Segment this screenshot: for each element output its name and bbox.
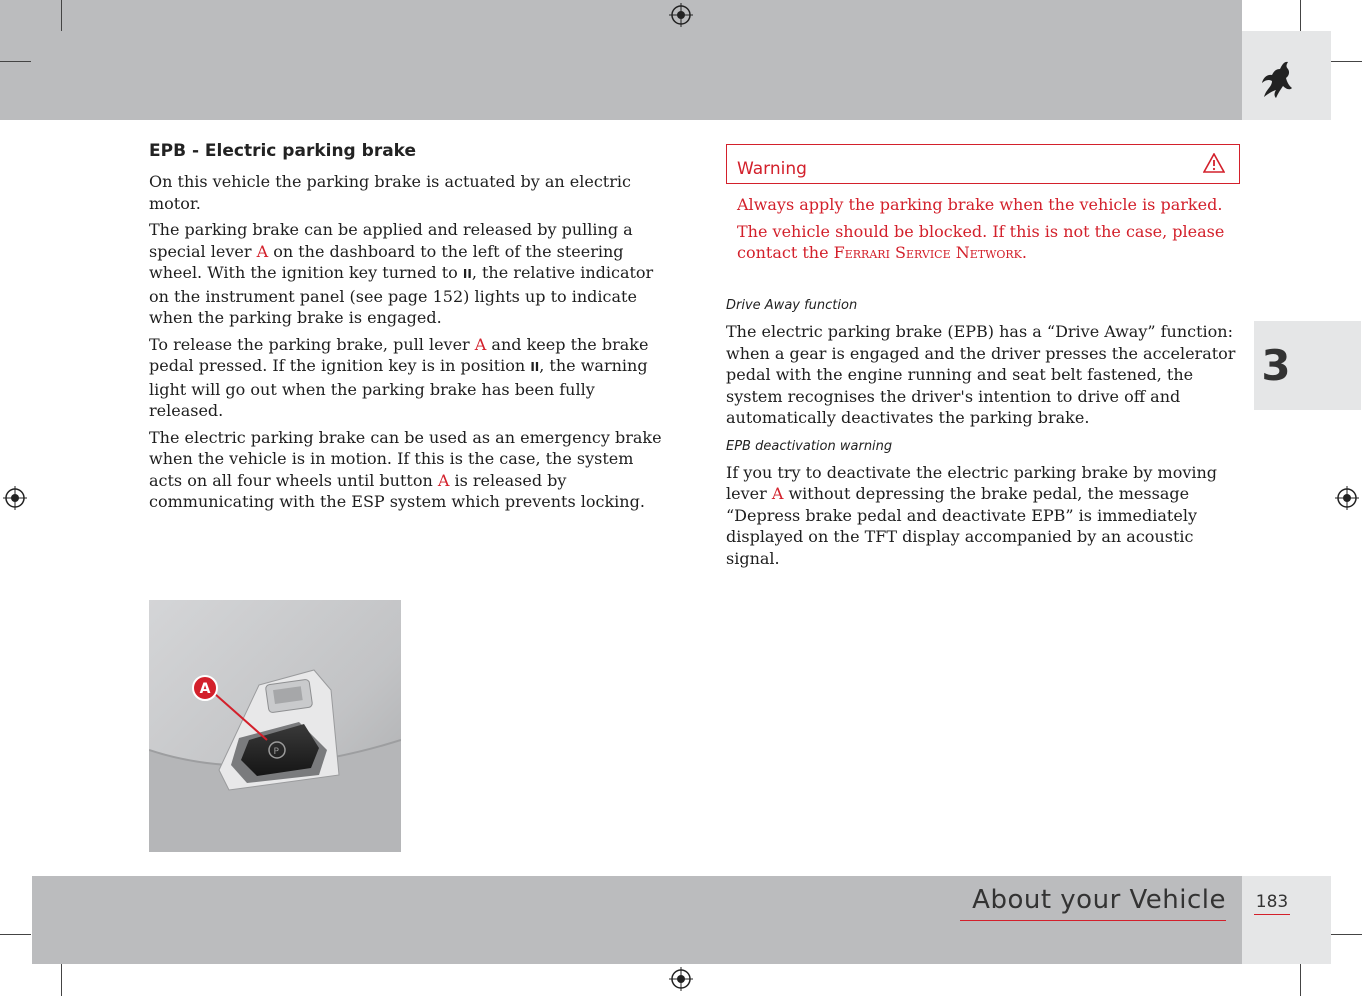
crop-mark: [1300, 964, 1301, 996]
crop-mark: [1331, 934, 1362, 935]
paragraph-text: on the dashboard to the left of the steering wheel. With the ignition key turned to: [149, 241, 624, 282]
warning-text: [737, 194, 1227, 269]
svg-text:P: P: [273, 747, 279, 757]
section-heading: EPB - Electric parking brake: [149, 141, 417, 161]
paragraph: [149, 171, 669, 214]
warning-line-text: The vehicle should be blocked. If this is not the case, please contact the: [737, 221, 1225, 262]
crop-mark: [61, 0, 62, 31]
warning-triangle-icon: [1203, 153, 1225, 173]
crop-mark: [61, 964, 62, 996]
paragraph: [149, 427, 669, 513]
warning-title: Warning: [737, 159, 807, 179]
paragraph: [149, 334, 669, 422]
paragraph-text: is released by communicating with the ESP system which prevents locking.: [149, 470, 645, 511]
paragraph-text: The electric parking brake (EPB) has a “Drive Away” function: when a gear is engaged and the driver presses the accelerator pedal with the engine running and seat belt fastened, the system recognises the driver's intention to drive off and automatically deactivates the parking brake.: [726, 322, 1236, 427]
crop-mark: [0, 934, 31, 935]
warning-line: [737, 194, 1227, 216]
deactivation-heading: EPB deactivation warning: [726, 438, 893, 454]
warning-line-text: Always apply the parking brake when the vehicle is parked.: [737, 195, 1223, 214]
lever-reference: A: [256, 241, 269, 261]
chapter-number: 3: [1261, 341, 1291, 390]
paragraph-text: without depressing the brake pedal, the message “Depress brake pedal and deactivate EPB” is immediately displayed on the TFT display accompanied by an acoustic signal.: [726, 484, 1197, 568]
crop-mark: [1331, 61, 1362, 62]
logo-tab: [1242, 31, 1331, 120]
paragraph-text: If you try to deactivate the electric parking brake by moving lever: [726, 462, 1218, 503]
epb-lever-photo: [149, 600, 401, 852]
button-reference: A: [437, 470, 450, 490]
prancing-horse-logo-icon: [1242, 31, 1331, 120]
callout-label: A: [199, 681, 211, 697]
registration-mark-icon: [669, 967, 693, 991]
paragraph-text: , the relative indicator on the instrument panel (see page 152) lights up to indicate when the parking brake is engaged.: [149, 263, 654, 327]
paragraph-text: , the warning light will go out when the parking brake has been fully released.: [149, 356, 648, 420]
registration-mark-icon: [669, 3, 693, 27]
crop-mark: [1300, 0, 1301, 31]
service-network-name: Ferrari Service Network: [833, 243, 1022, 262]
right-column: [726, 298, 1236, 574]
paragraph-text: and keep the brake pedal pressed. If the ignition key is in position: [149, 334, 649, 375]
left-column: [149, 141, 669, 518]
warning-line: [737, 221, 1227, 264]
lever-reference: A: [771, 484, 784, 503]
registration-mark-icon: [1335, 486, 1359, 510]
crop-mark: [0, 61, 31, 62]
key-position: II: [462, 267, 472, 281]
warning-line-text: .: [1021, 243, 1027, 262]
warning-box: [726, 144, 1240, 184]
paragraph-text: The parking brake can be applied and released by pulling a special lever: [149, 220, 633, 261]
paragraph-text: To release the parking brake, pull lever: [149, 334, 475, 354]
paragraph-text: On this vehicle the parking brake is actuated by an electric motor.: [149, 172, 631, 213]
header-band: [0, 0, 1242, 120]
lever-reference: A: [474, 334, 487, 354]
paragraph: [726, 321, 1236, 429]
registration-mark-icon: [3, 486, 27, 510]
page-number: 183: [1254, 888, 1290, 915]
section-title: About your Vehicle: [960, 880, 1226, 921]
paragraph: [149, 219, 669, 329]
paragraph-text: The electric parking brake can be used as an emergency brake when the vehicle is in motion. If this is the case, the system acts on all four wheels until button: [149, 427, 662, 490]
key-position: II: [530, 360, 540, 374]
paragraph: [726, 462, 1236, 570]
drive-away-heading: Drive Away function: [726, 298, 858, 313]
